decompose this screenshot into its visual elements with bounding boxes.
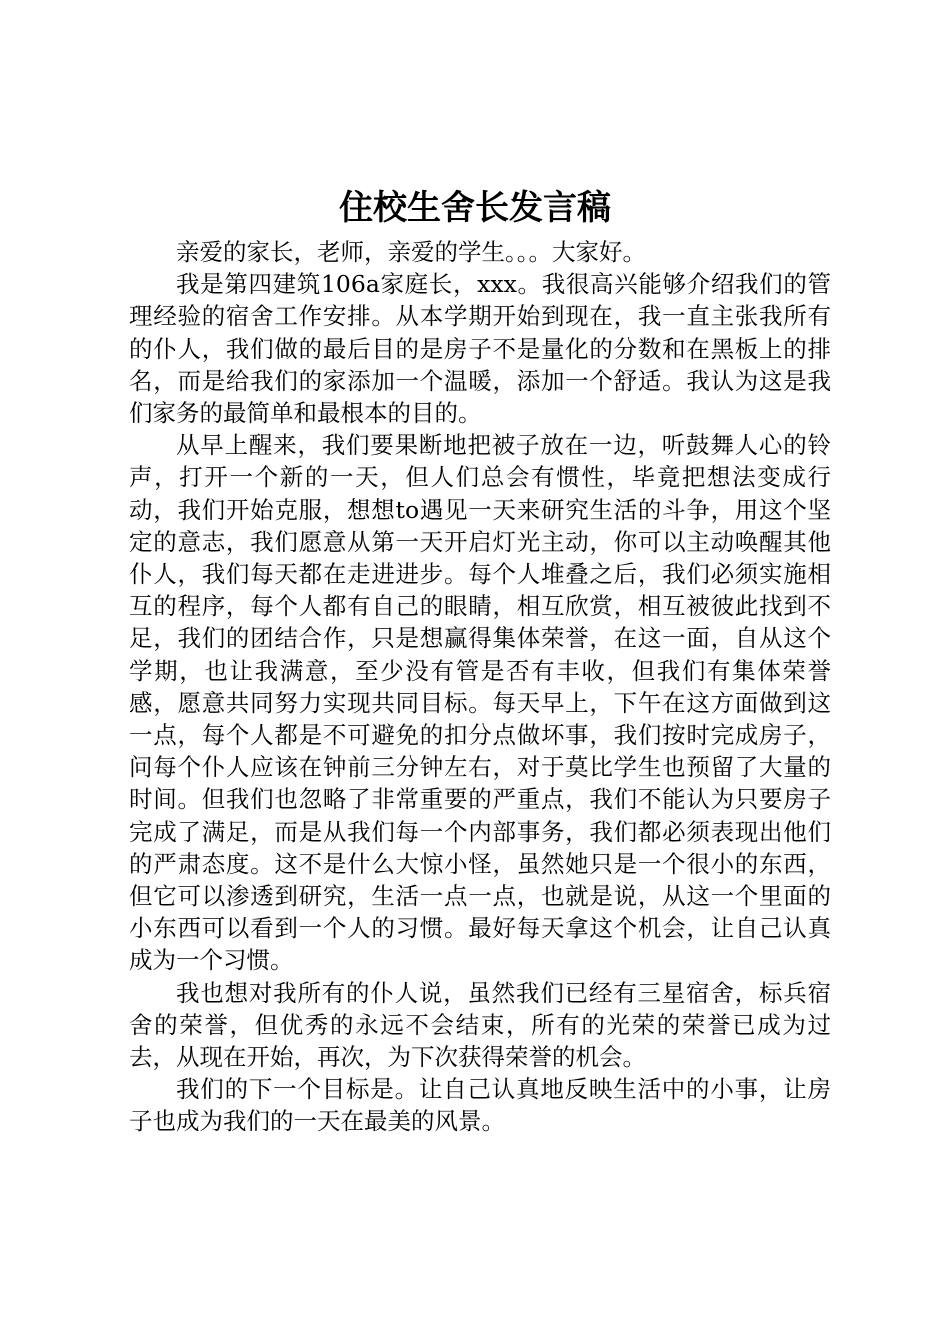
document-body bbox=[129, 236, 831, 1138]
paragraph-next-goal: 我们的下一个目标是。让自己认真地反映生活中的小事，让房子也成为我们的一天在最美的风景。 bbox=[129, 1075, 831, 1136]
paragraph-introduction: 我是第四建筑106a家庭长，xxx。我很高兴能够介绍我们的管理经验的宿舍工作安排。从本学期开始到现在，我一直主张我所有的仆人，我们做的最后目的是房子不是量化的分数和在黑板上的排名，而是给我们的家添加一个温暖，添加一个舒适。我认为这是我们家务的最简单和最根本的目的。 bbox=[129, 270, 831, 428]
document-title: 住校生舍长发言稿 bbox=[339, 188, 611, 228]
paragraph-daily-routine: 从早上醒来，我们要果断地把被子放在一边，听鼓舞人心的铃声，打开一个新的一天，但人们总会有惯性，毕竟把想法变成行动，我们开始克服，想想to遇见一天来研究生活的斗争，用这个坚定的意志，我们愿意从第一天开启灯光主动，你可以主动唤醒其他仆人，我们每天都在走进进步。每个人堆叠之后，我们必须实施相互的程序，每个人都有自己的眼睛，相互欣赏，相互被彼此找到不足，我们的团结合作，只是想赢得集体荣誉，在这一面，自从这个学期，也让我满意，至少没有管是否有丰收，但我们有集体荣誉感，愿意共同努力实现共同目标。每天早上，下午在这方面做到这一点，每个人都是不可避免的扣分点做坏事，我们按时完成房子，问每个仆人应该在钟前三分钟左右，对于莫比学生也预留了大量的时间。但我们也忽略了非常重要的严重点，我们不能认为只要房子完成了满足，而是从我们每一个内部事务，我们都必须表现出他们的严肃态度。这不是什么大惊小怪，虽然她只是一个很小的东西，但它可以渗透到研究，生活一点一点，也就是说，从这一个里面的小东西可以看到一个人的习惯。最好每天拿这个机会，让自己认真成为一个习惯。 bbox=[129, 431, 831, 975]
paragraph-honors: 我也想对我所有的仆人说，虽然我们已经有三星宿舍，标兵宿舍的荣誉，但优秀的永远不会结束，所有的光荣的荣誉已成为过去，从现在开始，再次，为下次获得荣誉的机会。 bbox=[129, 978, 831, 1072]
paragraph-greeting: 亲爱的家长，老师，亲爱的学生。。。大家好。 bbox=[176, 238, 646, 266]
